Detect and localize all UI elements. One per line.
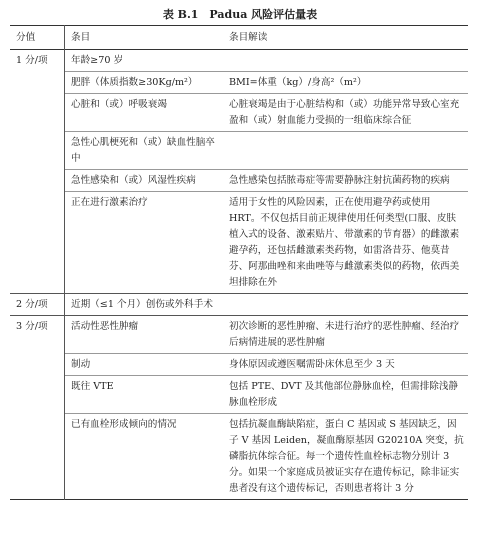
item-cell: 正在进行激素治疗	[65, 192, 224, 294]
table-row	[10, 50, 468, 72]
table-row	[10, 192, 468, 294]
item-cell: 近期（≤1 个月）创伤或外科手术	[71, 299, 213, 310]
item-cell: 制动	[65, 354, 224, 376]
table-row	[10, 94, 468, 132]
score-cell: 3 分/项	[10, 316, 65, 500]
table-row	[10, 376, 468, 414]
desc-cell	[223, 132, 468, 170]
item-cell: 活动性恶性肿瘤	[71, 321, 139, 332]
score-cell: 2 分/项	[10, 294, 65, 316]
table-row	[10, 72, 468, 94]
score-cell: 1 分/项	[10, 50, 65, 294]
desc-cell: 包括抗凝血酶缺陷症，蛋白 C 基因或 S 基因缺乏，因子 V 基因 Leiden，凝血酶原基因 G20210A 突变，抗磷脂抗体综合征。每一个遗传性血栓标志物分别计 3 分。如果一个家庭成员被证实存在遗传标记，除非证实患者没有这个遗传标记，否则患者将计 3 分	[223, 414, 468, 500]
table-row	[10, 354, 468, 376]
desc-cell: 急性感染包括脓毒症等需要静脉注射抗菌药物的疾病	[223, 170, 468, 192]
table-row	[10, 316, 468, 354]
table-row	[10, 132, 468, 170]
desc-cell: 包括 PTE、DVT 及其他部位静脉血栓，但需排除浅静脉血栓形成	[223, 376, 468, 414]
table-row	[10, 294, 468, 316]
item-cell: 已有血栓形成倾向的情况	[65, 414, 224, 500]
table-header-row	[10, 26, 468, 50]
desc-cell: BMI=体重（kg）/身高²（m²）	[223, 72, 468, 94]
desc-cell	[223, 294, 468, 316]
header-item: 条目	[71, 32, 91, 43]
desc-cell: 身体原因或遵医嘱需卧床休息至少 3 天	[223, 354, 468, 376]
table-row	[10, 414, 468, 500]
item-cell: 急性感染和（或）风湿性疾病	[65, 170, 224, 192]
desc-cell: 心脏衰竭是由于心脏结构和（或）功能异常导致心室充盈和（或）射血能力受损的一组临床综合征	[223, 94, 468, 132]
item-cell: 年龄≥70 岁	[71, 55, 124, 66]
header-score: 分值	[10, 26, 65, 50]
padua-risk-table	[10, 25, 468, 500]
desc-cell: 初次诊断的恶性肿瘤、未进行治疗的恶性肿瘤、经治疗后病情进展的恶性肿瘤	[229, 321, 460, 348]
item-cell: 既往 VTE	[65, 376, 224, 414]
desc-cell	[223, 50, 468, 72]
table-row	[10, 170, 468, 192]
header-desc: 条目解读	[229, 32, 268, 43]
item-cell: 肥胖（体质指数≥30Kg/m²）	[65, 72, 224, 94]
item-cell: 心脏和（或）呼吸衰竭	[65, 94, 224, 132]
table-title: 表 B.1 Padua 风险评估量表	[162, 8, 318, 21]
item-cell: 急性心肌梗死和（或）缺血性脑卒中	[65, 132, 224, 170]
table-body	[10, 50, 468, 500]
desc-cell: 适用于女性的风险因素，正在使用避孕药或使用 HRT。不仅包括目前正规律使用任何类型(口服、皮肤植入式的设备、激素贴片、带激素的节育器）的雌激素避孕药，还包括雌激素类药物，如雷洛昔芬、他莫昔芬、阿那曲唑和来曲唑等与雌激素类似的药物，依西美坦排除在外	[223, 192, 468, 294]
